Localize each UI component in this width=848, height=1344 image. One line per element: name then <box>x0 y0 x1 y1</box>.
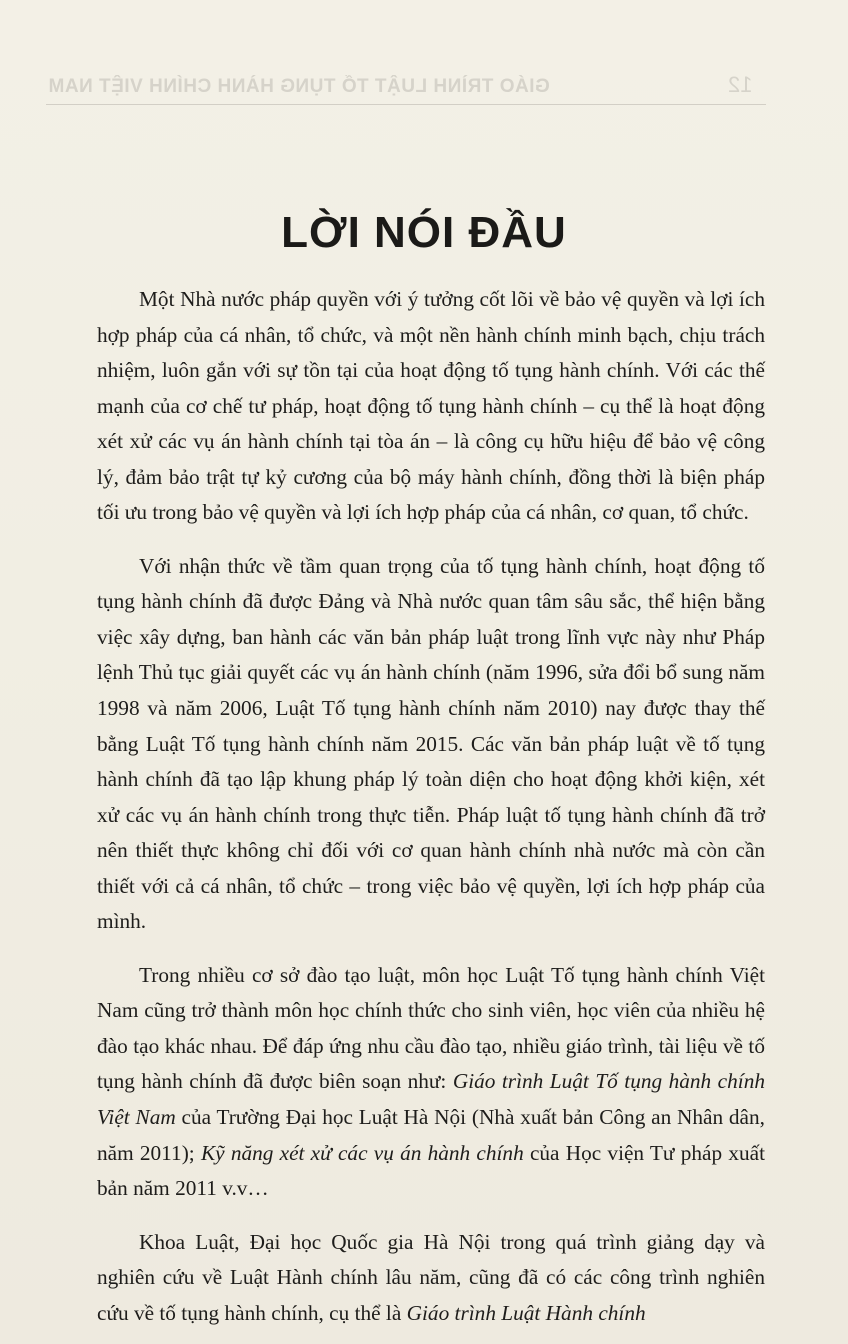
bleed-through-running-header: GIÁO TRÌNH LUẬT TỐ TỤNG HÀNH CHÍNH VIỆT NAM <box>48 76 550 97</box>
paragraph-2: Với nhận thức về tầm quan trọng của tố tụng hành chính, hoạt động tố tụng hành chính đã được Đảng và Nhà nước quan tâm sâu sắc, thể hiện bằng việc xây dựng, ban hành các văn bản pháp luật trong lĩnh vực này như Pháp lệnh Thủ tục giải quyết các vụ án hành chính (năm 1996, sửa đổi bổ sung năm 1998 và năm 2006, Luật Tố tụng hành chính năm 2010) nay được thay thế bằng Luật Tố tụng hành chính năm 2015. Các văn bản pháp luật về tố tụng hành chính đã tạo lập khung pháp lý toàn diện cho hoạt động khởi kiện, xét xử các vụ án hành chính trong thực tiễn. Pháp luật tố tụng hành chính đã trở nên thiết thực không chỉ đối với cơ quan hành chính nhà nước mà còn cần thiết với cả cá nhân, tổ chức – trong việc bảo vệ quyền, lợi ích hợp pháp của mình. <box>97 553 765 934</box>
paragraph-3-text-c: của Học viện Tư pháp xuất bản năm 2011 v.v… <box>97 1140 765 1201</box>
paragraph-3 <box>97 958 765 1207</box>
paragraph-3-text-a: Trong nhiều cơ sở đào tạo luật, môn học Luật Tố tụng hành chính Việt Nam cũng trở thành môn học chính thức cho sinh viên, học viên của nhiều hệ đào tạo khác nhau. Để đáp ứng nhu cầu đào tạo, nhiều giáo trình, tài liệu về tố tụng hành chính đã được biên soạn như: <box>97 962 765 1094</box>
body-text <box>97 282 765 1331</box>
paragraph-4 <box>97 1225 765 1332</box>
paragraph-1: Một Nhà nước pháp quyền với ý tưởng cốt lõi về bảo vệ quyền và lợi ích hợp pháp của cá nhân, tổ chức, và một nền hành chính minh bạch, chịu trách nhiệm, luôn gắn với sự tồn tại của hoạt động tố tụng hành chính. Với các thế mạnh của cơ chế tư pháp, hoạt động tố tụng hành chính – cụ thể là hoạt động xét xử các vụ án hành chính tại tòa án – là công cụ hữu hiệu để bảo vệ công lý, đảm bảo trật tự kỷ cương của bộ máy hành chính, đồng thời là biện pháp tối ưu trong bảo vệ quyền và lợi ích hợp pháp của cá nhân, cơ quan, tổ chức. <box>97 287 765 525</box>
paragraph-3-italic-title-2: Kỹ năng xét xử các vụ án hành chính <box>200 1140 524 1165</box>
bleed-through-page-number: 12 <box>728 72 753 97</box>
page-title: LỜI NÓI ĐẦU <box>281 208 567 257</box>
paragraph-3-text-b: của Trường Đại học Luật Hà Nội (Nhà xuất bản Công an Nhân dân, năm 2011); <box>97 1105 765 1165</box>
paragraph-4-text-a: Khoa Luật, Đại học Quốc gia Hà Nội trong quá trình giảng dạy và nghiên cứu về Luật Hành chính lâu năm, cũng đã có các công trình nghiên cứu về tố tụng hành chính, cụ thể là <box>97 1229 765 1325</box>
paragraph-3-italic-title-1: Giáo trình Luật Tố tụng hành chính Việt Nam <box>97 1069 765 1130</box>
bleed-through-header-rule <box>46 104 766 105</box>
paragraph-4-italic-title-1: Giáo trình Luật Hành chính <box>406 1300 646 1325</box>
